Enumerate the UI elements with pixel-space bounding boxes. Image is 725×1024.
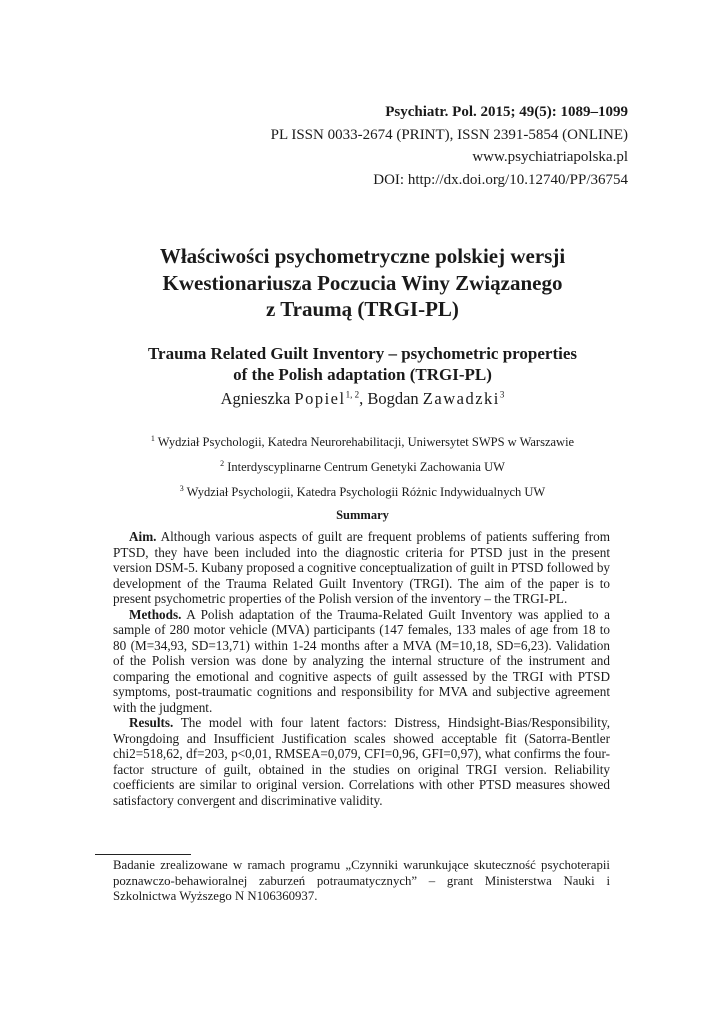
author-surname: Zawadzki <box>422 389 500 408</box>
abstract-aim <box>113 529 610 607</box>
methods-label: Methods. <box>129 606 182 622</box>
affiliation-item <box>0 453 725 478</box>
title-polish <box>0 243 725 323</box>
affiliation-number: 2 <box>220 459 225 469</box>
affiliations <box>0 428 725 503</box>
author-list <box>0 389 725 409</box>
author-affiliation-mark: 1, 2 <box>345 389 360 400</box>
author-given-name: Bogdan <box>367 389 419 408</box>
author-surname: Popiel <box>294 389 346 408</box>
author-given-name: Agnieszka <box>220 389 291 408</box>
issn-line: PL ISSN 0033-2674 (PRINT), ISSN 2391-5854 (ONLINE) <box>270 126 628 143</box>
results-label: Results. <box>129 715 174 730</box>
abstract-results <box>113 715 610 808</box>
affiliation-item <box>0 478 725 503</box>
doi-link[interactable]: DOI: http://dx.doi.org/10.12740/PP/36754 <box>373 171 628 188</box>
author-affiliation-mark: 3 <box>499 389 505 400</box>
affiliation-number: 3 <box>179 484 184 494</box>
affiliation-text: Wydział Psychologii, Katedra Neurorehabilitacji, Uniwersytet SWPS w Warszawie <box>157 435 575 450</box>
methods-text: A Polish adaptation of the Trauma-Related Guilt Inventory was applied to a sample of 280 motor vehicle (MVA) participants (147 females, 133 males of age from 18 to 80 (M=34,93, SD=13,71) within 1-24 months after a MVA (M=10,18, SD=6,23). Validation of the Polish version was done by analyzing the internal structure of the instrument and comparing the emotional and cognitive aspects of guilt assessed by the TRGI with PTSD symptoms, post-traumatic cognitions and responsibility for MVA and subjective agreement with the judgment. <box>113 606 610 715</box>
affiliation-text: Interdyscyplinarne Centrum Genetyki Zachowania UW <box>227 460 505 475</box>
abstract-body <box>113 529 610 808</box>
affiliation-number: 1 <box>150 434 155 443</box>
summary-heading: Summary <box>336 508 389 522</box>
aim-text: Although various aspects of guilt are frequent problems of patients suffering from PTSD, they have been included into the diagnostic criteria for PTSD just in the present version DSM-5. Kubany proposed a cognitive conceptualization of guilt in PTSD followed by development of the Trauma Related Guilt Inventory (TRGI). The aim of the paper is to present psychometric properties of the Polish version of the inventory – the TRGI-PL. <box>113 529 611 606</box>
footnote: Badanie zrealizowane w ramach programu „Czynniki warunkujące skuteczność psychoterapii poznawczo-behawioralnej zaburzeń potraumatycznych” – grant Ministerstwa Nauki i Szkolnictwa Wyższego N N106360937. <box>113 858 610 903</box>
journal-header <box>271 101 628 191</box>
affiliation-item <box>0 428 725 453</box>
title-polish-line: Właściwości psychometryczne polskiej wersji <box>159 244 566 268</box>
affiliation-text: Wydział Psychologii, Katedra Psychologii Różnic Indywidualnych UW <box>186 485 546 500</box>
title-polish-line: Kwestionariusza Poczucia Winy Związanego <box>162 270 563 295</box>
title-english <box>0 343 725 385</box>
author-separator: , <box>359 389 364 408</box>
footnote-divider <box>95 854 191 855</box>
aim-label: Aim. <box>129 529 157 544</box>
website-link[interactable]: www.psychiatriapolska.pl <box>472 149 628 165</box>
abstract-methods <box>113 607 610 716</box>
title-polish-line: z Traumą (TRGI-PL) <box>266 297 459 321</box>
title-english-line: Trauma Related Guilt Inventory – psychometric properties <box>147 344 578 363</box>
title-english-line: of the Polish adaptation (TRGI-PL) <box>233 365 492 384</box>
journal-citation: Psychiatr. Pol. 2015; 49(5): 1089–1099 <box>385 104 628 120</box>
results-text: The model with four latent factors: Distress, Hindsight-Bias/Responsibility, Wrongdoing and Insufficient Justification scales showed acceptable fit (Satorra-Bentler chi2=518,62, df=203, p<0,01, RMSEA=0,079, CFI=0,96, GFI=0,97), what confirms the four-factor structure of guilt, obtained in the studies on original TRGI version. Reliability coefficients are similar to original version. Correlations with other PTSD measures showed satisfactory convergent and discriminative validity. <box>113 715 610 808</box>
